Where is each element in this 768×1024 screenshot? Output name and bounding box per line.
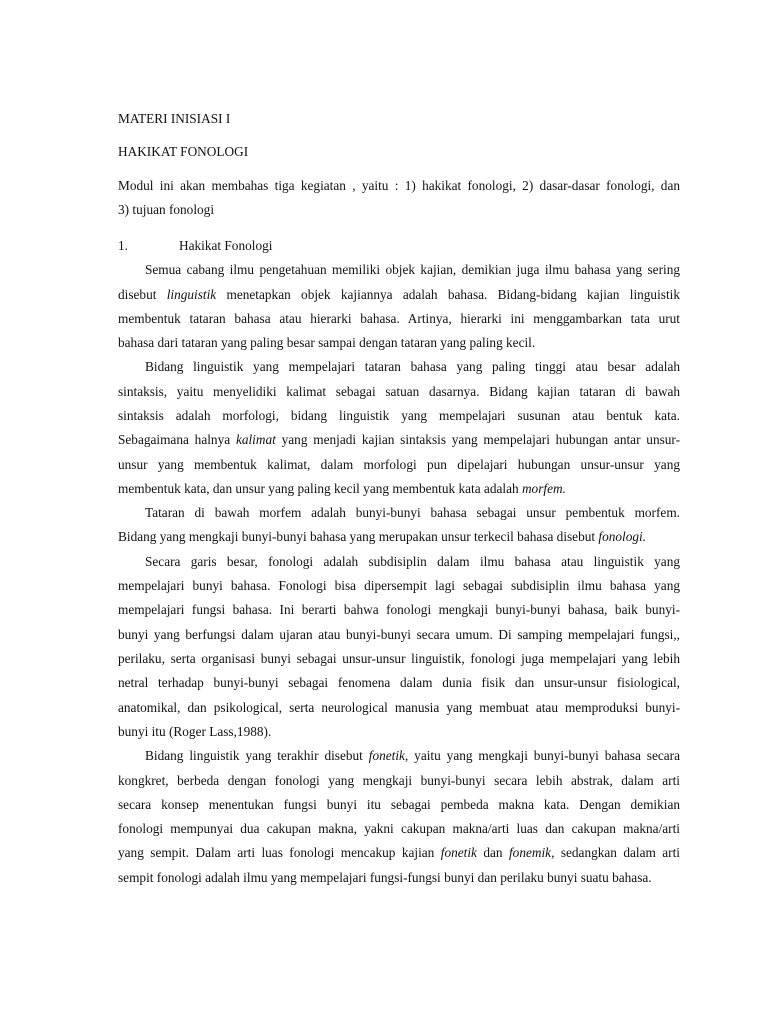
paragraph-line: bunyi yang berfungsi dalam ujaran atau bunyi-bunyi secara umum. Di samping mempelajari fungsi,, xyxy=(118,627,680,642)
paragraph-line: sintaksis adalah morfologi, bidang linguistik yang mempelajari susunan atau bentuk kata. xyxy=(118,408,680,423)
text-run: yang menjadi kajian sintaksis yang mempelajari hubungan antar unsur- xyxy=(275,432,681,447)
paragraph-line: Tataran di bawah morfem adalah bunyi-bunyi bahasa sebagai unsur pembentuk morfem. xyxy=(145,505,680,520)
intro-line-1: Modul ini akan membahas tiga kegiatan , yaitu : 1) hakikat fonologi, 2) dasar-dasar fonologi, dan xyxy=(118,178,680,193)
italic-term: fonetik xyxy=(368,748,405,763)
document-page xyxy=(118,0,680,1024)
section-heading xyxy=(118,234,680,258)
section-number: 1. xyxy=(118,238,128,253)
italic-term: morfem. xyxy=(521,481,566,496)
text-run: yang sempit. Dalam arti luas fonologi mencakup kajian xyxy=(118,845,441,860)
paragraph-line: secara konsep menentukan fungsi bunyi itu sebagai pembeda makna kata. Dengan demikian xyxy=(118,797,680,812)
text-run: dan xyxy=(476,845,509,860)
italic-term: kalimat xyxy=(235,432,276,447)
paragraph-line: mempelajari bunyi bahasa. Fonologi bisa dipersempit lagi sebagai subdisiplin ilmu bahasa yang xyxy=(118,578,680,593)
italic-term: linguistik xyxy=(166,287,217,302)
text-run: Sebagaimana halnya xyxy=(118,432,236,447)
paragraph-line: unsur yang membentuk kalimat, dalam morfologi pun dipelajari hubungan unsur-unsur yang xyxy=(118,457,680,472)
paragraph-line: anatomikal, dan psikological, serta neurological manusia yang membuat atau memproduksi bunyi- xyxy=(118,700,680,715)
paragraph-line: bahasa dari tataran yang paling besar sampai dengan tataran yang paling kecil. xyxy=(118,335,536,350)
paragraph-line: kongkret, berbeda dengan fonologi yang mengkaji bunyi-bunyi secara lebih abstrak, dalam arti xyxy=(118,773,680,788)
italic-term: fonetik xyxy=(440,845,477,860)
intro-line-2: 3) tujuan fonologi xyxy=(118,202,215,217)
section-title: Hakikat Fonologi xyxy=(179,238,273,253)
paragraph-line: Secara garis besar, fonologi adalah subdisiplin dalam ilmu bahasa atau linguistik yang xyxy=(145,554,680,569)
text-run: , yaitu yang mengkaji bunyi-bunyi bahasa secara xyxy=(404,748,680,763)
text-run: disebut xyxy=(118,287,167,302)
paragraph-line xyxy=(145,744,680,768)
paragraph-line: fonologi mempunyai dua cakupan makna, yakni cakupan makna/arti luas dan cakupan makna/arti xyxy=(118,821,680,836)
paragraph-line: netral terhadap bunyi-bunyi sebagai fenomena dalam dunia fisik dan unsur-unsur fisiological, xyxy=(118,675,680,690)
paragraph-line: membentuk tataran bahasa atau hierarki bahasa. Artinya, hierarki ini menggambarkan tata urut xyxy=(118,311,680,326)
paragraph-line xyxy=(118,477,680,501)
paragraph-line: Bidang linguistik yang mempelajari tataran bahasa yang paling tinggi atau besar adalah xyxy=(145,359,680,374)
text-run: menetapkan objek kajiannya adalah bahasa. Bidang-bidang kajian linguistik xyxy=(216,287,680,302)
paragraph-line: bunyi itu (Roger Lass,1988). xyxy=(118,724,272,739)
text-run: membentuk kata, dan unsur yang paling kecil yang membentuk kata adalah xyxy=(118,481,522,496)
paragraph-line: Semua cabang ilmu pengetahuan memiliki objek kajian, demikian juga ilmu bahasa yang sering xyxy=(145,262,680,277)
paragraph-line: perilaku, serta organisasi bunyi sebagai unsur-unsur linguistik, fonologi juga mempelajari yang lebih xyxy=(118,651,680,666)
italic-term: fonologi. xyxy=(598,529,647,544)
document-subheading: HAKIKAT FONOLOGI xyxy=(118,144,249,159)
paragraph-line xyxy=(118,525,680,549)
text-run: sedangkan dalam arti xyxy=(554,845,680,860)
text-run: Bidang yang mengkaji bunyi-bunyi bahasa yang merupakan unsur terkecil bahasa disebut xyxy=(118,529,599,544)
document-heading: MATERI INISIASI I xyxy=(118,111,231,126)
paragraph-line xyxy=(118,283,680,307)
italic-term: fonemik, xyxy=(508,845,555,860)
paragraph-line xyxy=(118,428,680,452)
paragraph-line: mempelajari fungsi bahasa. Ini berarti bahwa fonologi mengkaji bunyi-bunyi bahasa, baik bunyi- xyxy=(118,602,680,617)
paragraph-line: sempit fonologi adalah ilmu yang mempelajari fungsi-fungsi bunyi dan perilaku bunyi suatu bahasa. xyxy=(118,870,652,885)
text-run: Bidang linguistik yang terakhir disebut xyxy=(145,748,369,763)
paragraph-line: sintaksis, yaitu menyelidiki kalimat sebagai satuan dasarnya. Bidang kajian tataran di bawah xyxy=(118,384,680,399)
paragraph-line xyxy=(118,841,680,865)
